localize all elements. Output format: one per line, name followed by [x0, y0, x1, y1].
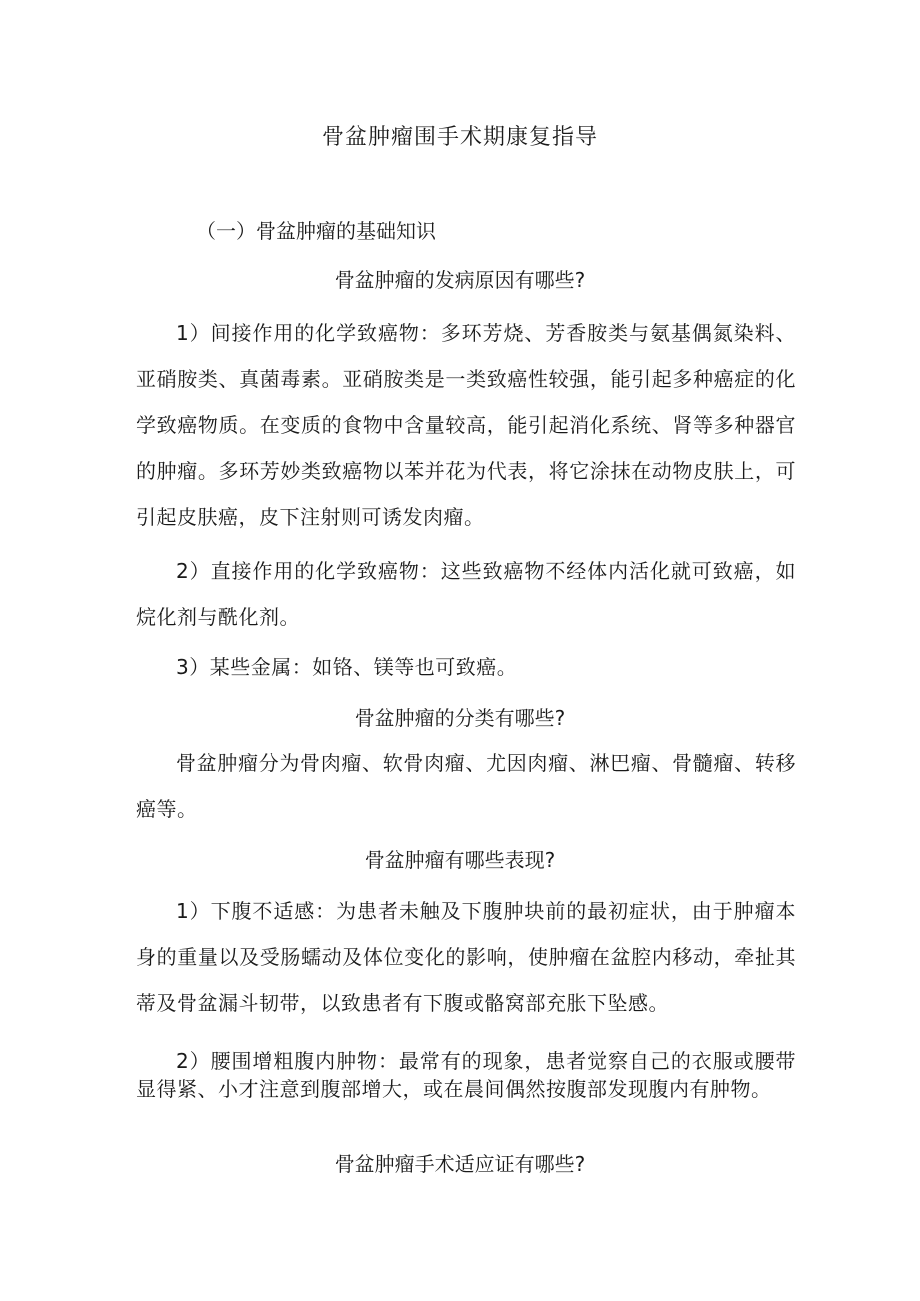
question-heading-classification: 骨盆肿瘤的分类有哪些?: [354, 706, 566, 730]
question-heading-symptoms: 骨盆肿瘤有哪些表现?: [364, 848, 556, 872]
paragraph-metals: 3）某些金属：如铬、镁等也可致癌。: [176, 655, 518, 679]
document-title: 骨盆肿瘤围手术期康复指导: [321, 125, 598, 150]
question-heading-causes: 骨盆肿瘤的发病原因有哪些?: [334, 268, 586, 292]
paragraph-classification: 骨盆肿瘤分为骨肉瘤、软骨肉瘤、尤因肉瘤、淋巴瘤、骨髓瘤、转移癌等。: [136, 751, 796, 821]
paragraph-abdominal-discomfort: 1）下腹不适感：为患者未触及下腹肿块前的最初症状，由于肿瘤本身的重量以及受肠蠕动及体位变化的影响，使肿瘤在盆腔内移动，牵扯其蒂及骨盆漏斗韧带，以致患者有下腹或骼窝部充胀下坠感。: [136, 899, 796, 1015]
paragraph-indirect-carcinogens: 1）间接作用的化学致癌物：多环芳烧、芳香胺类与氨基偶氮染料、亚硝胺类、真菌毒素。亚硝胺类是一类致癌性较强，能引起多种癌症的化学致癌物质。在变质的食物中含量较高，能引起消化系统、肾等多种器官的肿瘤。多环芳妙类致癌物以苯并花为代表，将它涂抹在动物皮肤上，可引起皮肤癌，皮下注射则可诱发肉瘤。: [136, 321, 796, 529]
section-heading: （一）骨盆肿瘤的基础知识: [196, 219, 436, 243]
question-heading-indications: 骨盆肿瘤手术适应证有哪些?: [334, 1152, 586, 1176]
paragraph-abdominal-mass: 2）腰围增粗腹内肿物：最常有的现象，患者觉察自己的衣服或腰带显得紧、小才注意到腹部增大，或在晨间偶然按腹部发现腹内有肿物。: [136, 1049, 796, 1101]
paragraph-direct-carcinogens: 2）直接作用的化学致癌物：这些致癌物不经体内活化就可致癌，如烷化剂与酰化剂。: [136, 559, 796, 629]
